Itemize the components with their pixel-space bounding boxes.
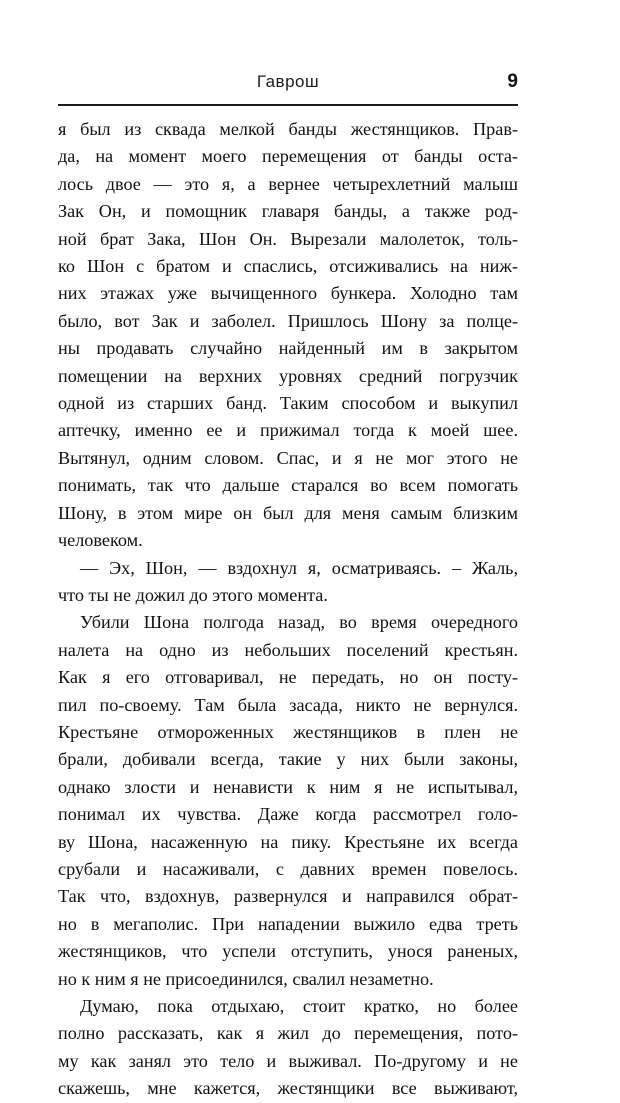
text-line: да, на момент моего перемещения от банды оста- (58, 146, 518, 167)
body-text (58, 116, 518, 1103)
text-line: Думаю, пока отдыхаю, стоит кратко, но более (80, 996, 518, 1016)
paragraph (58, 993, 518, 1103)
text-line: Крестьяне отмороженных жестянщиков в плен не (58, 721, 518, 742)
paragraph (58, 555, 518, 610)
text-line: но к ним я не присоединился, свалил незаметно. (58, 968, 434, 989)
text-line: срубали и насаживали, с давних времен повелось. (58, 858, 518, 879)
page-number: 9 (507, 71, 518, 92)
text-line: налета на одно из небольших поселений крестьян. (58, 639, 518, 660)
running-title: Гаврош (256, 72, 320, 91)
text-line: понимать, так что дальше старался во всем помогать (58, 475, 518, 496)
text-line: полно рассказать, как я жил до перемещения, пото- (58, 1023, 518, 1044)
text-line: ны продавать случайно найденный им в закрытом (58, 338, 518, 359)
paragraph (58, 609, 518, 993)
text-line: помещении на верхних уровнях средний погрузчик (58, 365, 518, 386)
text-line: пил по-своему. Там была засада, никто не вернулся. (58, 694, 518, 715)
text-line: но в мегаполис. При нападении выжило едва треть (58, 913, 518, 934)
text-line: Убили Шона полгода назад, во время очередного (80, 612, 518, 633)
text-line: скажешь, мне кажется, жестянщики все выживают, (58, 1078, 518, 1099)
text-line: одной из старших банд. Таким способом и выкупил (58, 393, 518, 414)
text-line: брали, добивали всегда, такие у них были законы, (58, 749, 518, 770)
text-line: ной брат Зака, Шон Он. Вырезали малолеток, толь- (58, 228, 518, 249)
text-line: — Эх, Шон, — вздохнул я, осматриваясь. – Жаль, (80, 557, 518, 578)
text-line: Так что, вздохнув, развернулся и направился обрат- (58, 886, 518, 907)
text-line: ву Шона, насаженную на пику. Крестьяне их всегда (58, 831, 518, 852)
text-line: однако злости и ненависти к ним я не испытывал, (58, 776, 518, 797)
text-line: я был из сквада мелкой банды жестянщиков. Прав- (58, 119, 518, 139)
text-line: аптечку, именно ее и прижимал тогда к моей шее. (58, 420, 518, 441)
paragraph (58, 116, 518, 555)
text-line: человеком. (58, 530, 143, 551)
text-line: Зак Он, и помощник главаря банды, а также род- (58, 201, 518, 222)
text-line: понимал их чувства. Даже когда рассмотрел голо- (58, 804, 518, 825)
text-line: му как занял это тело и выживал. По-другому и не (58, 1050, 518, 1071)
text-line: Шону, в этом мире он был для меня самым близким (58, 502, 518, 523)
text-line: Вытянул, одним словом. Спас, и я не мог этого не (58, 447, 518, 468)
text-line: ко Шон с братом и спаслись, отсиживались на ниж- (58, 256, 518, 277)
text-line: было, вот Зак и заболел. Пришлось Шону за полце- (58, 310, 518, 331)
page-header (58, 72, 518, 98)
text-line: лось двое — это я, а вернее четырехлетний малыш (58, 173, 518, 194)
text-line: что ты не дожил до этого момента. (58, 584, 328, 605)
header-rule (58, 104, 518, 106)
text-line: них этажах уже вычищенного бункера. Холодно там (58, 283, 518, 304)
text-line: Как я его отговаривал, не передать, но он посту- (58, 667, 518, 688)
text-line: жестянщиков, что успели отступить, унося раненых, (58, 941, 518, 962)
